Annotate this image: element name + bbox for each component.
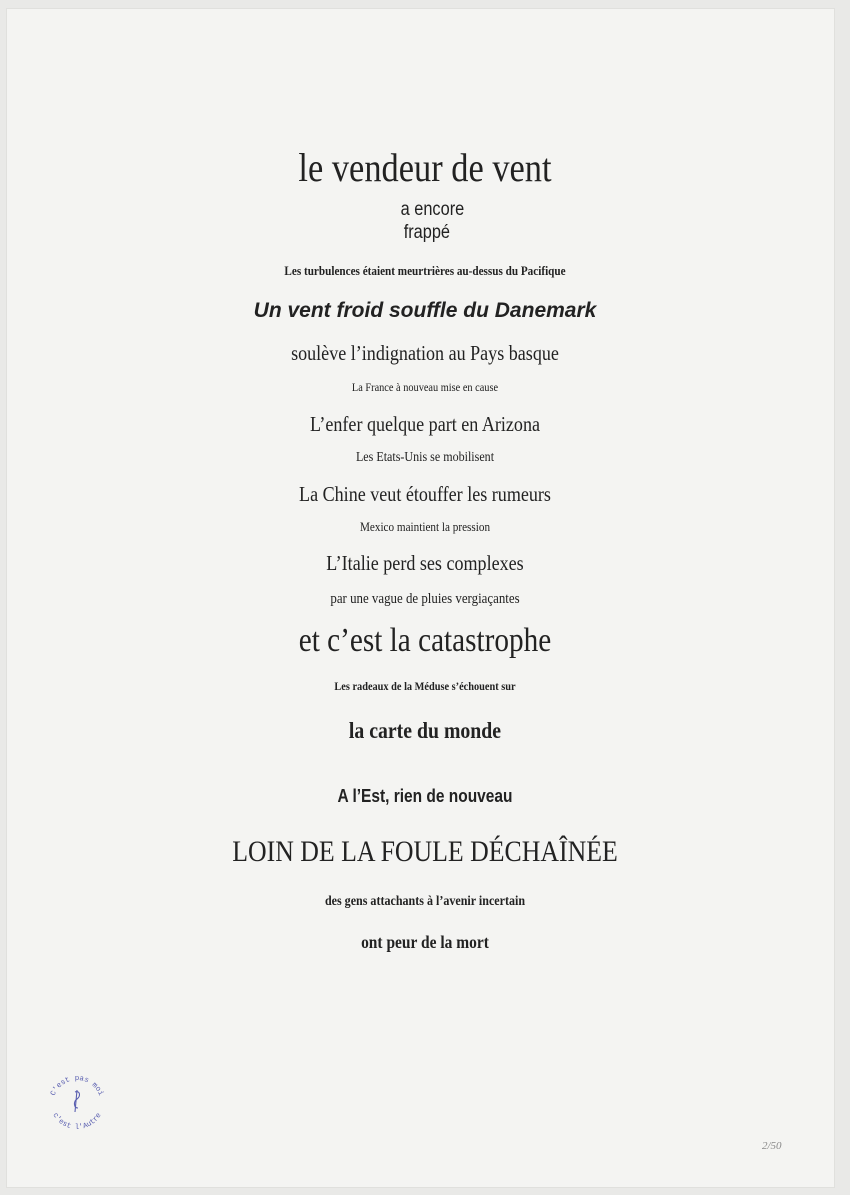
line-17: ont peur de la mort: [361, 932, 489, 952]
line-9: L’Italie perd ses complexes: [326, 551, 524, 575]
poem-title: le vendeur de vent: [298, 145, 552, 190]
edition-number: 2/50: [762, 1140, 782, 1152]
line-11: et c’est la catastrophe: [298, 622, 552, 659]
line-7: La Chine veut étouffer les rumeurs: [299, 482, 551, 506]
line-13: la carte du monde: [348, 718, 502, 743]
subtitle-line-2: frappé: [403, 222, 451, 243]
stamp-seal-icon: [44, 1068, 110, 1134]
line-12: Les radeaux de la Méduse s’échouent sur: [334, 679, 516, 693]
stamp-bottom-text: c'est l'Autre: [50, 1111, 104, 1132]
line-14: A l’Est, rien de nouveau: [337, 786, 513, 806]
line-6: Les Etats-Unis se mobilisent: [355, 450, 495, 465]
line-15: LOIN DE LA FOULE DÉCHAÎNÉE: [232, 835, 618, 868]
line-4: La France à nouveau mise en cause: [351, 380, 499, 394]
stamp-top-text: C'est pas moi: [49, 1075, 105, 1098]
ink-stamp: [44, 1068, 110, 1134]
line-5: L’enfer quelque part en Arizona: [309, 412, 540, 436]
line-10: par une vague de pluies vergiaçantes: [330, 591, 520, 607]
line-8: Mexico maintient la pression: [359, 519, 491, 534]
line-1: Les turbulences étaient meurtrières au-dessus du Pacifique: [284, 263, 566, 278]
line-16: des gens attachants à l’avenir incertain: [324, 894, 526, 909]
subtitle-line-1: a encore: [400, 199, 465, 220]
line-2: Un vent froid souffle du Danemark: [253, 299, 597, 322]
line-3: soulève l’indignation au Pays basque: [291, 341, 559, 365]
